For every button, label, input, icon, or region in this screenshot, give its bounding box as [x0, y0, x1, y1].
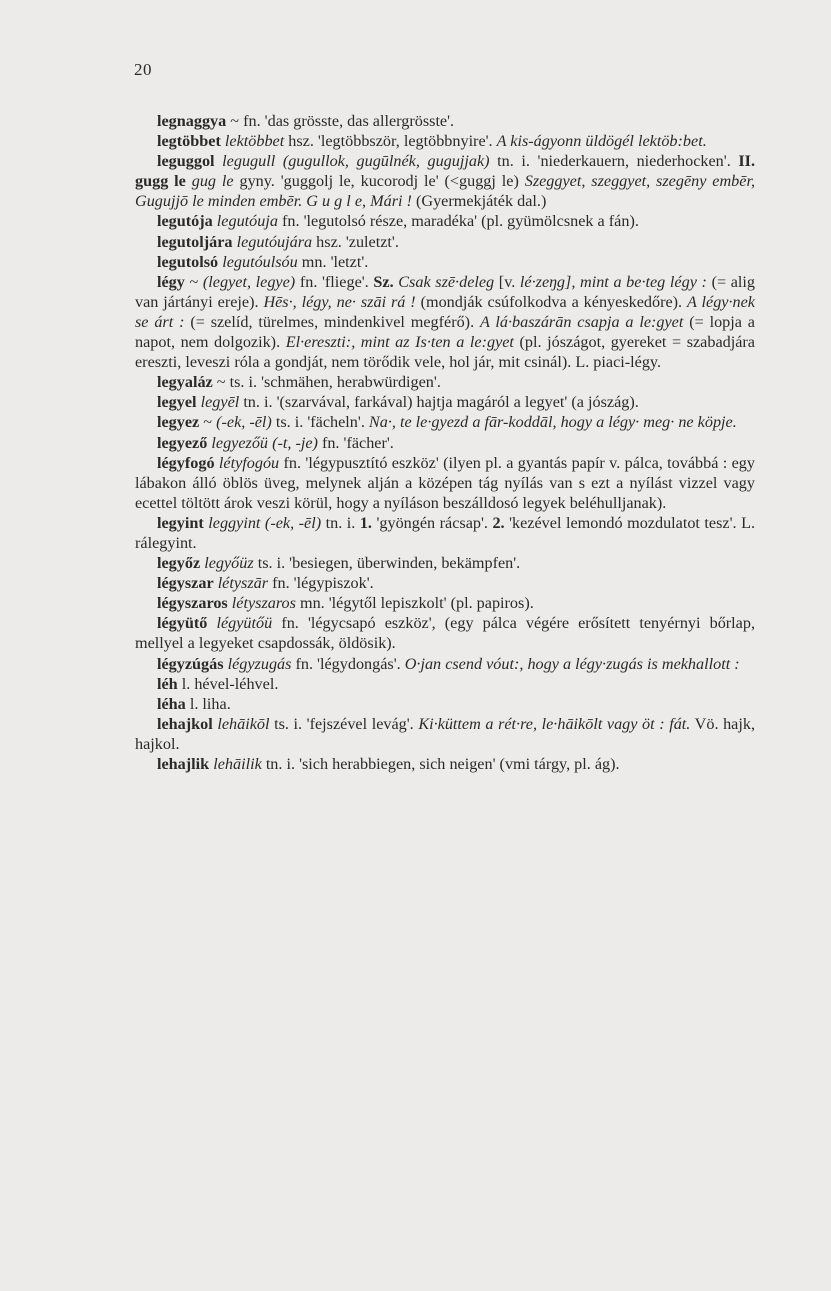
- dialect-form: legutóujára: [236, 232, 313, 251]
- dialect-form: létyszaros: [231, 594, 296, 613]
- headword: legyez: [157, 413, 200, 432]
- definition: (= szelíd, türelmes, mindenkivel megférő).: [184, 312, 480, 331]
- definition: ts. i. 'fächeln'.: [271, 413, 369, 432]
- headword: leguggol: [157, 152, 215, 171]
- definition: tn. i. '(szarvával, farkával) hajtja magáról a legyet' (a jószág).: [239, 393, 639, 412]
- definition: Vö. hajk, hajkol.: [135, 714, 755, 753]
- headword: lehajlik: [157, 755, 210, 773]
- definition: tn. i. 'niederkauern, niederhocken'.: [489, 152, 739, 171]
- dialect-form: lehāilik: [213, 755, 262, 773]
- definition: fn. 'légycsapó eszköz', (egy pálca végére erősített tenyérnyi bőrlap, mellyel a legyeket csapdossák, öldösik).: [135, 614, 755, 653]
- headword: légyszaros: [157, 594, 228, 613]
- dialect-form: légyzugás: [227, 654, 292, 673]
- entry-legutoljara: [135, 232, 755, 252]
- dialect-form: legyezőü (-t, -je): [211, 433, 318, 452]
- entry-legyszaros: [135, 593, 755, 613]
- definition: fn. 'legutolsó része, maradéka' (pl. gyümölcsnek a fán).: [277, 212, 639, 231]
- headword: légyütő: [157, 614, 208, 633]
- definition: fn. 'légypusztító eszköz' (ilyen pl. a gyantás papír v. pálca, továbbá : egy lábakon álló öblös üveg, melynek alján a középen tág nyílás van s ezt a nyílást vizzel vagy ecettel töltött árok veszi körül, hogy a nyíláson beszálldosó legyek beléhulljanak).: [135, 453, 755, 512]
- definition: l. hével-léhvel.: [177, 674, 279, 693]
- dialect-form: gug le: [185, 172, 234, 191]
- definition: (= alig van jártányi ereje).: [135, 272, 755, 311]
- source-note: (Gyermekjáték dal.): [411, 192, 547, 211]
- definition: fn. 'fächer'.: [317, 433, 394, 452]
- headword: légyfogó: [157, 453, 215, 472]
- dialect-form: (legyet, legye): [202, 272, 296, 291]
- headword: léh: [157, 674, 178, 693]
- entry-legyel: [135, 392, 755, 412]
- definition: tn. i.: [321, 513, 360, 532]
- dictionary-entries: [135, 111, 755, 774]
- example: A légy·nek se árt :: [135, 292, 755, 331]
- definition: (pl. jószágot, gyereket = szabadjára ereszti, leveszi róla a gondját, nem törődik vele, hol jár, mit csinál). L. piaci-légy.: [135, 333, 755, 372]
- tilde: ~: [184, 272, 203, 291]
- example: O·jan csend vóut:, hogy a légy·zugás is mekhallott :: [404, 654, 740, 673]
- example: A kis-ágyonn üldögél lektöb:bet.: [496, 132, 707, 151]
- example: Csak szē·deleg: [393, 272, 495, 291]
- dialect-form: legyēl: [200, 393, 240, 412]
- page-number: 20: [134, 60, 152, 79]
- headword: legyőz: [157, 554, 201, 573]
- entry-leh: [135, 674, 755, 694]
- definition: fn. 'légypiszok'.: [268, 574, 374, 593]
- entry-legutolso: [135, 252, 755, 272]
- dialect-form: létyfogóu: [218, 453, 280, 472]
- sayings-label: Sz.: [373, 272, 394, 291]
- headword: legutolsó: [157, 252, 219, 271]
- definition: fn. 'fliege'.: [295, 272, 374, 291]
- dialect-form: legugull (gugullok, gugūlnék, gugujjak): [222, 152, 490, 171]
- headword: légyszar: [157, 574, 214, 593]
- definition: 'kezével lemondó mozdulatot tesz'. L. rálegyint.: [135, 513, 756, 552]
- dialect-form: legutóuja: [216, 212, 278, 231]
- example: Ki·küttem a rét·re, le·hāikōlt vagy öt : fát.: [418, 714, 691, 733]
- example: Szeggyet, szeggyet, szegēny embēr, Gugujjō le minden embēr. G u g l e, Mári !: [135, 172, 755, 211]
- headword: legtöbbet: [157, 132, 221, 151]
- entry-legutoja: [135, 211, 755, 231]
- entry-legnaggya: [135, 111, 755, 131]
- definition: l. liha.: [185, 694, 231, 713]
- dialect-form: legutóulsóu: [222, 252, 298, 271]
- dialect-form: létyszār: [217, 574, 269, 593]
- tilde: ~: [199, 413, 217, 432]
- entry-lehajlik: [135, 754, 755, 774]
- headword: legyel: [157, 393, 197, 412]
- entry-legyfogo: [135, 453, 755, 513]
- dialect-form: lektöbbet: [224, 132, 285, 151]
- example: El·ereszti:, mint az Is·ten a le:gyet: [285, 333, 514, 352]
- sense-number: 2.: [492, 513, 505, 532]
- headword: legyaláz: [157, 373, 213, 392]
- dialect-form: légyütőü: [216, 614, 273, 633]
- definition: ~ ts. i. 'schmähen, herabwürdigen'.: [212, 373, 441, 392]
- entry-legtobbet: [135, 131, 755, 151]
- definition: fn. 'légydongás'.: [291, 654, 405, 673]
- sense-number: 1.: [359, 513, 372, 532]
- definition: hsz. 'zuletzt'.: [312, 232, 399, 251]
- entry-leha: [135, 694, 755, 714]
- definition: mn. 'légytől lepiszkolt' (pl. papiros).: [295, 594, 534, 613]
- entry-legyalaz: [135, 372, 755, 392]
- subheadword: II. gugg le: [135, 152, 756, 191]
- entry-legyuto: [135, 613, 755, 653]
- entry-leguggol: [135, 151, 755, 211]
- dialect-form: lehāikōl: [217, 714, 270, 733]
- definition: (mondják csúfolkodva a kényeskedőre).: [415, 292, 688, 311]
- entry-lehajkol: [135, 714, 755, 754]
- example: Na·, te le·gyezd a fār-koddāl, hogy a légy· meg· ne köpje.: [368, 413, 737, 432]
- entry-legyez: [135, 412, 755, 432]
- definition: tn. i. 'sich herabbiegen, sich neigen' (vmi tárgy, pl. ág).: [261, 755, 620, 773]
- entry-legyszar: [135, 573, 755, 593]
- dialect-form: leggyint (-ek, -ēl): [208, 513, 322, 532]
- entry-legy: [135, 272, 755, 372]
- definition: (= lopja a napot, nem dolgozik).: [135, 312, 755, 352]
- entry-legyoz: [135, 553, 755, 573]
- definition: ts. i. 'besiegen, überwinden, bekämpfen'.: [253, 554, 521, 573]
- example: lé·zeŋg], mint a be·teg légy :: [519, 272, 707, 291]
- entry-legyzugas: [135, 654, 755, 674]
- headword: legyező: [157, 433, 208, 452]
- headword: légy: [157, 272, 185, 291]
- dialect-form: (-ek, -ēl): [216, 413, 272, 432]
- headword: legyint: [157, 513, 204, 532]
- definition: ts. i. 'fejszével levág'.: [269, 714, 419, 733]
- entry-legyezo: [135, 433, 755, 453]
- headword: lehajkol: [157, 714, 213, 733]
- headword: légyzúgás: [157, 654, 224, 673]
- headword: legutója: [157, 212, 213, 231]
- example: A lá·baszárān csapja a le:gyet: [479, 312, 684, 331]
- dialect-form: legyőüz: [204, 554, 254, 573]
- definition: gyny. 'guggolj le, kucorodj le' (<guggj le): [233, 172, 525, 191]
- definition: hsz. 'legtöbbször, legtöbbnyire'.: [284, 132, 497, 151]
- entry-legyint: [135, 513, 755, 553]
- definition: 'gyöngén rácsap'.: [371, 513, 493, 532]
- headword: legutoljára: [157, 232, 233, 251]
- headword: legnaggya: [157, 112, 227, 130]
- headword: léha: [157, 694, 186, 713]
- definition: mn. 'letzt'.: [297, 252, 369, 271]
- example: Hēs·, légy, ne· szāi rá !: [263, 292, 416, 311]
- definition: [v.: [494, 272, 520, 291]
- definition: ~ fn. 'das grösste, das allergrösste'.: [226, 112, 455, 130]
